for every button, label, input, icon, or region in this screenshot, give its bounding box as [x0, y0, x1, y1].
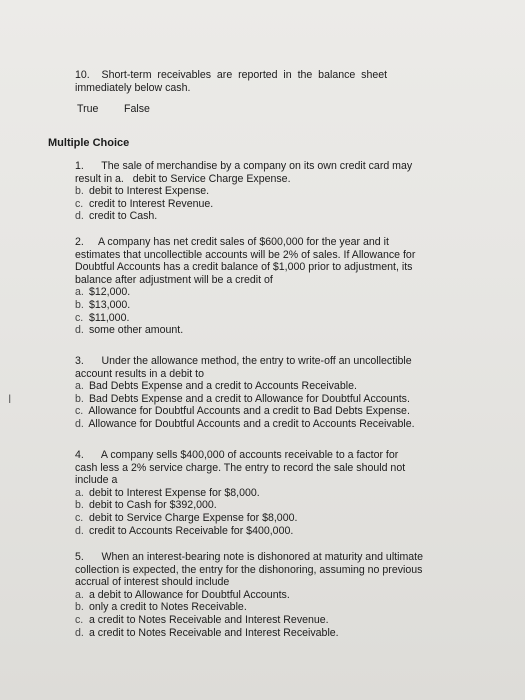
option-marker: d. — [75, 324, 84, 337]
question-line: accrual of interest should include — [75, 576, 230, 589]
question-line: 1. The sale of merchandise by a company on its own credit card may — [75, 160, 413, 172]
answer-option — [75, 286, 457, 299]
tf-question-10 — [75, 69, 453, 94]
option-marker: c. — [75, 405, 84, 418]
answer-option — [75, 512, 457, 525]
text-cursor-icon: I — [8, 392, 12, 406]
option-marker: b. — [75, 601, 84, 614]
option-text: debit to Service Charge Expense for $8,000. — [88, 511, 298, 524]
mc-question-3 — [75, 355, 459, 431]
option-text: a credit to Notes Receivable and Interest Revenue. — [88, 613, 329, 626]
answer-option — [75, 499, 457, 512]
option-marker: b. — [75, 298, 84, 311]
option-text: credit to Accounts Receivable for $400,000. — [88, 524, 294, 537]
answer-option — [75, 312, 457, 325]
answer-option — [75, 210, 455, 223]
question-line: collection is expected, the entry for the dishonoring, assuming no previous — [75, 563, 423, 576]
answer-option — [75, 525, 457, 538]
question-line: 5. When an interest-bearing note is dishonored at maturity and ultimate — [75, 551, 424, 563]
answer-option — [75, 324, 457, 337]
option-marker: d. — [75, 210, 84, 223]
true-option: True — [77, 103, 99, 115]
question-line: 4. A company sells $400,000 of accounts receivable to a factor for — [75, 449, 399, 461]
option-text: Bad Debts Expense and a credit to Allowance for Doubtful Accounts. — [88, 392, 410, 405]
option-marker: a. — [75, 286, 84, 299]
mc-question-5 — [75, 551, 455, 639]
false-option: False — [124, 103, 150, 115]
option-text: $13,000. — [88, 298, 131, 311]
option-text: $11,000. — [88, 311, 130, 324]
option-marker: b. — [75, 392, 84, 405]
answer-option — [75, 185, 455, 198]
option-marker: b. — [75, 185, 84, 198]
option-text: only a credit to Notes Receivable. — [88, 601, 247, 614]
mc-question-2 — [75, 236, 457, 337]
option-text: credit to Cash. — [88, 210, 158, 223]
option-text: $12,000. — [88, 286, 131, 299]
mc-question-4 — [75, 449, 457, 537]
question-line: estimates that uncollectible accounts will be 2% of sales. If Allowance for — [75, 248, 416, 261]
option-marker: a. — [75, 380, 84, 393]
question-line: include a — [75, 474, 118, 487]
question-line: result in a. debit to Service Charge Expense. — [75, 172, 291, 185]
option-marker: d. — [75, 626, 84, 639]
option-text: debit to Cash for $392,000. — [88, 499, 217, 512]
question-line: 3. Under the allowance method, the entry to write-off an uncollectible — [75, 355, 412, 367]
option-text: Allowance for Doubtful Accounts and a credit to Accounts Receivable. — [88, 417, 415, 430]
answer-option — [75, 198, 455, 211]
option-marker: a. — [75, 588, 84, 601]
option-marker: c. — [75, 511, 84, 524]
option-marker: c. — [75, 613, 84, 626]
question-line: Doubtful Accounts has a credit balance of $1,000 prior to adjustment, its — [75, 261, 413, 274]
answer-option — [75, 405, 459, 418]
question-line: 10. Short-term receivables are reported in the balance sheet — [75, 69, 388, 81]
option-text: debit to Interest Expense. — [88, 185, 210, 198]
option-text: a credit to Notes Receivable and Interest Receivable. — [88, 626, 339, 639]
section-heading: Multiple Choice — [48, 137, 130, 149]
answer-option — [75, 589, 455, 602]
option-text: credit to Interest Revenue. — [88, 197, 214, 210]
option-text: debit to Interest Expense for $8,000. — [88, 486, 260, 499]
option-text: Allowance for Doubtful Accounts and a credit to Bad Debts Expense. — [88, 405, 410, 418]
mc-question-1 — [75, 160, 455, 223]
option-text: some other amount. — [88, 324, 184, 337]
option-marker: d. — [75, 524, 84, 537]
question-line: balance after adjustment will be a credit of — [75, 273, 273, 286]
option-marker: a. — [75, 486, 84, 499]
answer-option — [75, 393, 459, 406]
answer-option — [75, 487, 457, 500]
question-line: 2. A company has net credit sales of $600,000 for the year and it — [75, 236, 389, 248]
question-line: immediately below cash. — [75, 81, 191, 94]
answer-option — [75, 627, 455, 640]
answer-option — [75, 418, 459, 431]
option-marker: c. — [75, 311, 84, 324]
answer-option — [75, 380, 459, 393]
answer-option — [75, 614, 455, 627]
question-line: cash less a 2% service charge. The entry to record the sale should not — [75, 461, 406, 474]
option-marker: b. — [75, 499, 84, 512]
option-text: Bad Debts Expense and a credit to Accounts Receivable. — [88, 380, 357, 393]
option-text: a debit to Allowance for Doubtful Accounts. — [88, 588, 290, 601]
option-marker: d. — [75, 417, 84, 430]
question-line: account results in a debit to — [75, 367, 204, 380]
answer-option — [75, 299, 457, 312]
answer-option — [75, 601, 455, 614]
option-marker: c. — [75, 197, 84, 210]
